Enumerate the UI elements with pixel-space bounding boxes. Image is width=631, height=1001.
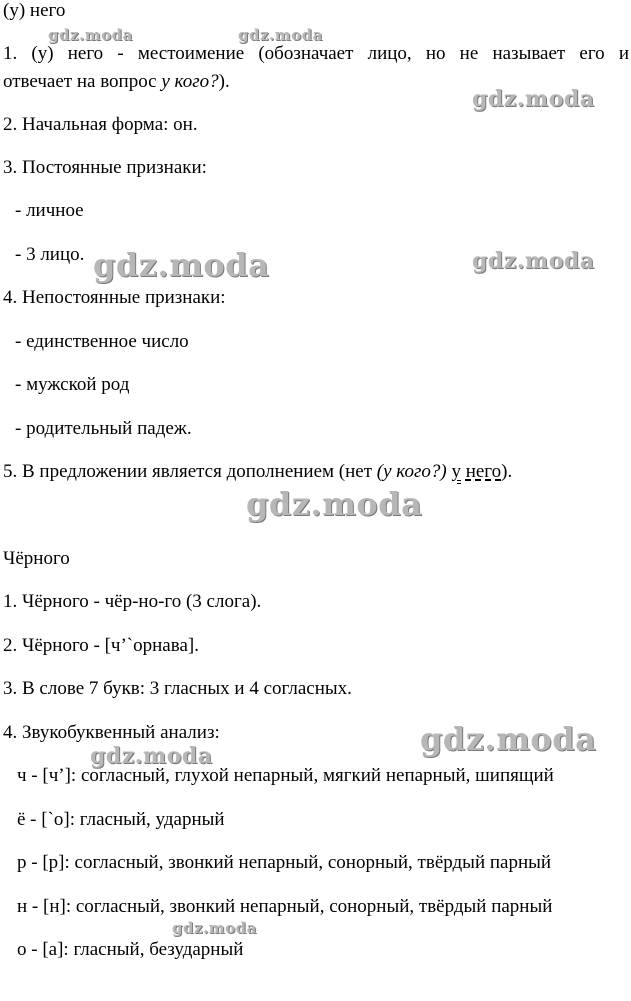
letter-analysis-item: ё - [`о]: гласный, ударный — [17, 809, 225, 830]
section1-p4-item2: - мужской род — [15, 374, 130, 395]
text-run: ). — [501, 461, 513, 482]
section2-heading: Чёрного — [3, 548, 70, 569]
letter-analysis-item: р - [р]: согласный, звонкий непарный, сонорный, твёрдый парный — [17, 852, 552, 873]
section1-p2: 2. Начальная форма: он. — [3, 114, 198, 135]
question-italic: (у кого?) — [376, 461, 447, 482]
section1-p4-item3: - родительный падеж. — [15, 418, 192, 439]
watermark: gdz.moda — [172, 919, 257, 937]
section2-p4: 4. Звукобуквенный анализ: — [3, 722, 220, 743]
question-italic: у кого? — [161, 71, 219, 92]
section1-p3-item1: - личное — [15, 200, 84, 221]
watermark: gdz.moda — [93, 246, 270, 284]
watermark: gdz.moda — [238, 26, 323, 44]
letter-analysis-item: н - [н]: согласный, звонкий непарный, сонорный, твёрдый парный — [17, 896, 553, 917]
text-run: ). — [218, 71, 230, 92]
section1-p3: 3. Постоянные признаки: — [3, 157, 207, 178]
section1-p4-item1: - единственное число — [15, 331, 189, 352]
watermark: gdz.moda — [472, 248, 595, 274]
text-run: отвечает на вопрос — [3, 71, 162, 92]
text-run: 5. В предложении является дополнением (нет — [3, 461, 377, 482]
watermark: gdz.moda — [90, 743, 213, 769]
letter-analysis-item: о - [а]: гласный, безударный — [17, 939, 244, 960]
watermark: gdz.moda — [472, 86, 595, 112]
section1-p4: 4. Непостоянные признаки: — [3, 287, 226, 308]
section2-p3: 3. В слове 7 букв: 3 гласных и 4 согласных. — [3, 678, 352, 699]
section1-p3-item2: - 3 лицо. — [15, 244, 85, 265]
watermark: gdz.moda — [246, 485, 423, 523]
underlined-preposition: у — [451, 461, 461, 482]
watermark: gdz.moda — [48, 26, 133, 44]
section1-p5 — [3, 461, 512, 483]
section2-p1: 1. Чёрного - чёр-но-го (3 слога). — [3, 591, 262, 612]
section1-p1-line2 — [3, 71, 230, 93]
letter-analysis-item: ч - [ч’]: согласный, глухой непарный, мягкий непарный, шипящий — [17, 765, 554, 786]
watermark: gdz.moda — [420, 720, 597, 758]
underlined-word: него — [465, 461, 502, 482]
section1-p1-line1: 1. (у) него - местоимение (обозначает лицо, но не называет его и — [3, 43, 629, 64]
section2-p2: 2. Чёрного - [ч’`орнава]. — [3, 635, 199, 656]
section1-heading: (у) него — [3, 0, 66, 21]
